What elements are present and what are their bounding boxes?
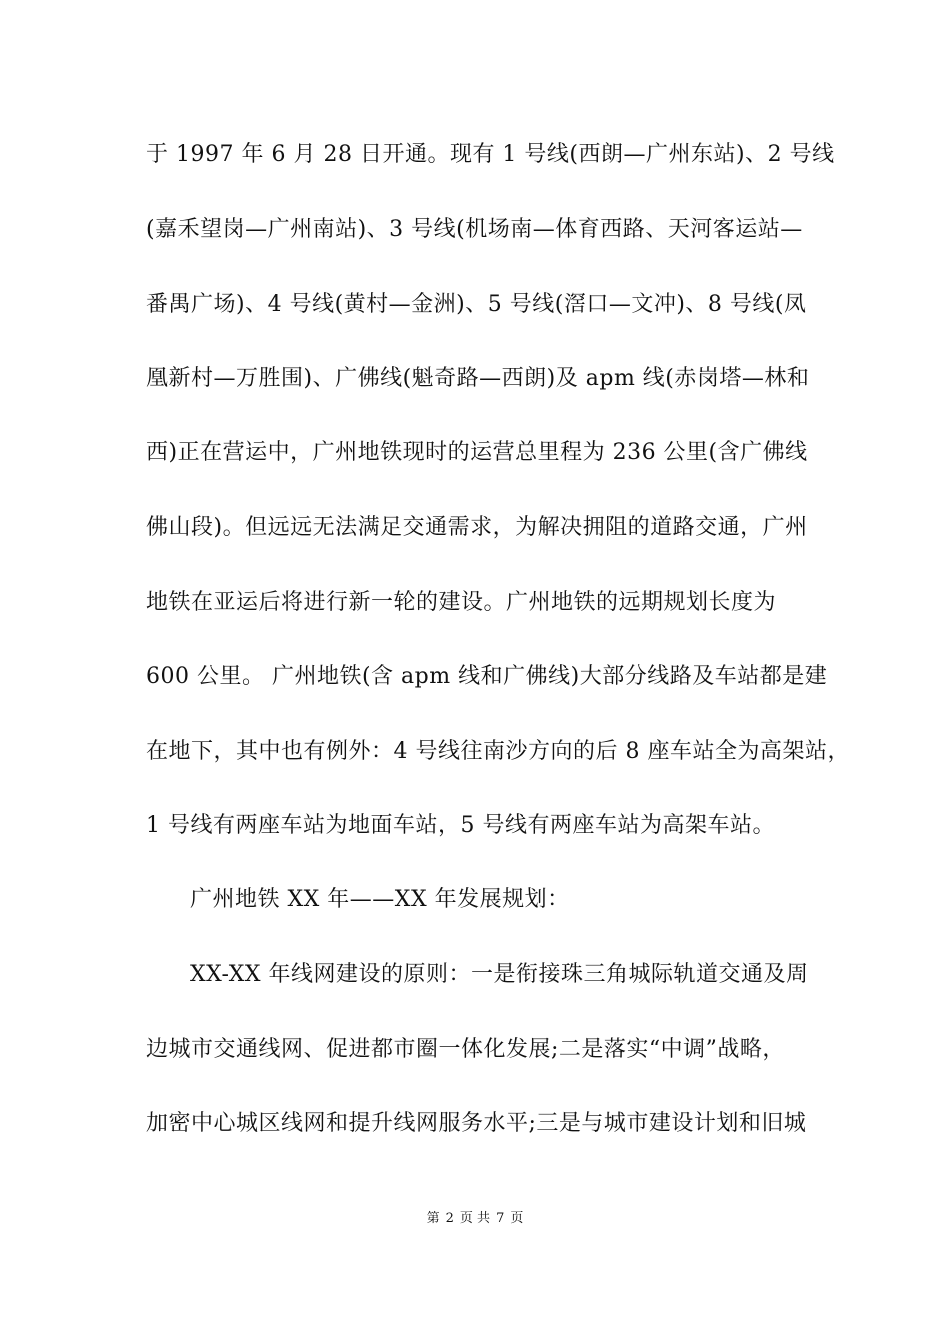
paragraph-line: 加密中心城区线网和提升线网服务水平;三是与城市建设计划和旧城: [146, 1111, 807, 1136]
paragraph-line: 番禺广场)、4 号线(黄村—金洲)、5 号线(滘口—文冲)、8 号线(凤: [146, 292, 807, 317]
paragraph-line: 边城市交通线网、促进都市圈一体化发展;二是落实“中调”战略，: [146, 1037, 785, 1062]
footer-total-pages: 7: [496, 1211, 505, 1226]
paragraph-line: 凰新村—万胜围)、广佛线(魁奇路—西朗)及 apm 线(赤岗塔—林和: [146, 366, 810, 391]
paragraph-line: 1 号线有两座车站为地面车站，5 号线有两座车站为高架车站。: [146, 813, 775, 838]
section-heading: 广州地铁 XX 年——XX 年发展规划：: [190, 887, 570, 912]
paragraph-line: 佛山段)。但远远无法满足交通需求，为解决拥阻的道路交通，广州: [146, 515, 808, 540]
footer-prefix: 第: [426, 1211, 440, 1226]
page-footer: [0, 1210, 950, 1228]
paragraph-line: 在地下，其中也有例外：4 号线往南沙方向的后 8 座车站全为高架站，: [146, 739, 850, 764]
paragraph-line: 于 1997 年 6 月 28 日开通。现有 1 号线(西朗—广州东站)、2 号线: [146, 142, 835, 167]
paragraph-line: XX-XX 年线网建设的原则：一是衔接珠三角城际轨道交通及周: [190, 962, 809, 987]
paragraph-line: 600 公里。 广州地铁(含 apm 线和广佛线)大部分线路及车站都是建: [146, 664, 828, 689]
footer-middle: 页 共: [459, 1211, 491, 1226]
paragraph-line: 西)正在营运中，广州地铁现时的运营总里程为 236 公里(含广佛线: [146, 440, 808, 465]
paragraph-line: (嘉禾望岗—广州南站)、3 号线(机场南—体育西路、天河客运站—: [146, 217, 803, 242]
footer-page-number: 2: [445, 1211, 454, 1226]
paragraph-line: 地铁在亚运后将进行新一轮的建设。广州地铁的远期规划长度为: [146, 590, 777, 615]
footer-suffix: 页: [510, 1211, 524, 1226]
